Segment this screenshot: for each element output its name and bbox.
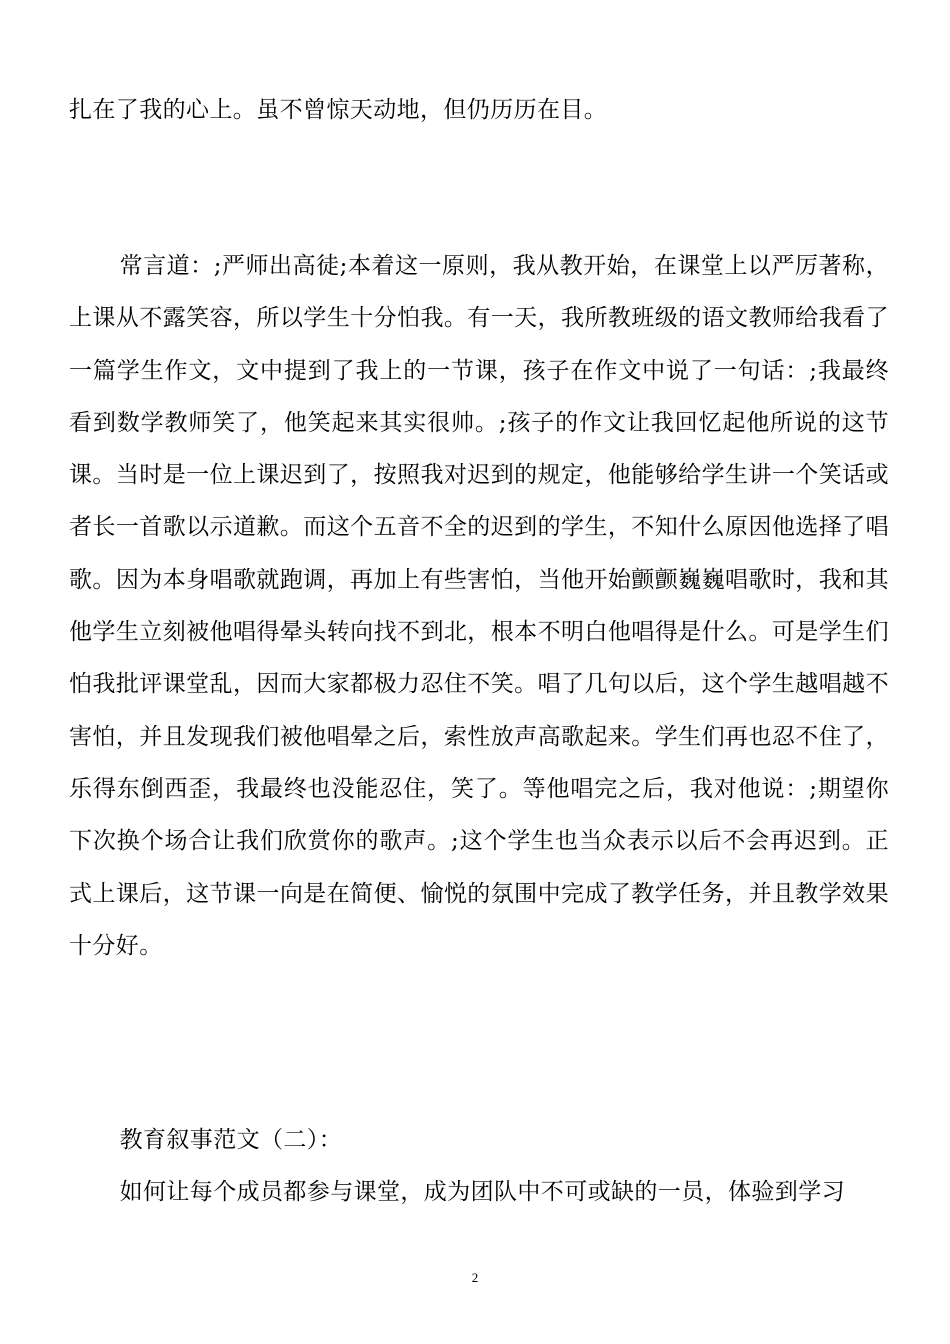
page-number: 2	[471, 1270, 479, 1285]
paragraph-intro: 如何让每个成员都参与课堂，成为团队中不可或缺的一员，体验到学习	[119, 1179, 845, 1205]
paragraph-continuation: 扎在了我的心上。虽不曾惊天动地，但仍历历在目。	[69, 97, 608, 123]
paragraph-story: 常言道：;严师出高徒;本着这一原则，我从教开始，在课堂上以严厉著称，上课从不露笑容，所以学生十分怕我。有一天，我所教班级的语文教师给我看了一篇学生作文，文中提到了我上的一节课，孩子在作文中说了一句话：;我最终看到数学教师笑了，他笑起来其实很帅。;孩子的作文让我回忆起他所说的这节课。当时是一位上课迟到了，按照我对迟到的规定，他能够给学生讲一个笑话或者长一首歌以示道歉。而这个五音不全的迟到的学生，不知什么原因他选择了唱歌。因为本身唱歌就跑调，再加上有些害怕，当他开始颤颤巍巍唱歌时，我和其他学生立刻被他唱得晕头转向找不到北，根本不明白他唱得是什么。可是学生们怕我批评课堂乱，因而大家都极力忍住不笑。唱了几句以后，这个学生越唱越不害怕，并且发现我们被他唱晕之后，索性放声高歌起来。学生们再也忍不住了，乐得东倒西歪，我最终也没能忍住，笑了。等他唱完之后，我对他说：;期望你下次换个场合让我们欣赏你的歌声。;这个学生也当众表示以后不会再迟到。正式上课后，这节课一向是在简便、愉悦的氛围中完成了教学任务，并且教学效果十分好。	[69, 253, 889, 959]
section-heading: 教育叙事范文（二）：	[119, 1127, 343, 1153]
